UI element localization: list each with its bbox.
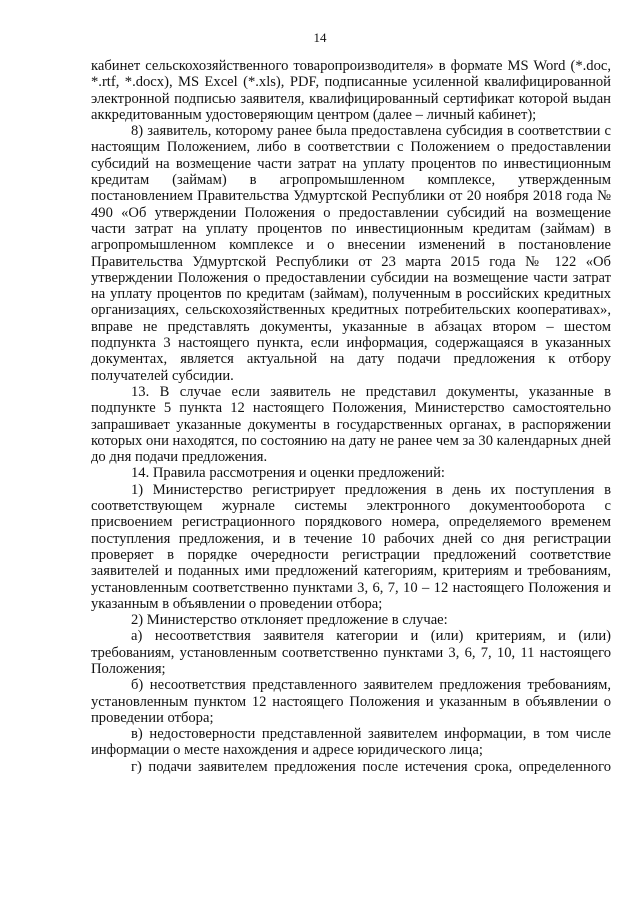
document-body [91,58,611,775]
paragraph-14-heading: 14. Правила рассмотрения и оценки предложений: [131,465,445,482]
paragraph-14-item-1: 1) Министерство регистрирует предложения в день их поступления в соответствующем журнале системы электронного документооборота с присвоением регистрационного порядкового номера, определяемого временем поступления предложения, и в течение 10 рабочих дней со дня регистрации проверяет в порядке очередности регистрации предложений соответствие заявителей и поданных ими предложений категориям, критериям и требованиям, установленным соответственно пунктами 3, 6, 7, 10 – 12 настоящего Положения и указанным в объявлении о проведении отбора; [91,481,611,612]
paragraph-subitem-g: г) подачи заявителем предложения после истечения срока, определенного [131,758,611,775]
paragraph-14-item-2: 2) Министерство отклоняет предложение в случае: [131,612,448,629]
paragraph-continuation: кабинет сельскохозяйственного товаропроизводителя» в формате MS Word (*.doc, *.rtf, *.docx), MS Excel (*.xls), PDF, подписанные усиленной квалифицированной электронной подписью заявителя, квалифицированный сертификат которой выдан аккредитованным удостоверяющим центром (далее – личный кабинет); [91,58,611,123]
paragraph-subitem-a: а) несоответствия заявителя категории и (или) критериям, и (или) требованиям, установленным соответственно пунктами 3, 6, 7, 10, 11 настоящего Положения; [91,628,611,677]
paragraph-13: 13. В случае если заявитель не представил документы, указанные в подпункте 5 пункта 12 настоящего Положения, Министерство самостоятельно запрашивает указанные документы в государственных органах, в распоряжении которых они находятся, по состоянию на дату не ранее чем за 30 календарных дней до дня подачи предложения. [91,383,611,466]
paragraph-subitem-v: в) недостоверности представленной заявителем информации, в том числе информации о месте нахождения и адресе юридического лица; [91,726,611,759]
paragraph-item-8: 8) заявитель, которому ранее была предоставлена субсидия в соответствии с настоящим Положением, либо в соответствии с Положением о предоставлении субсидий на возмещение части затрат на уплату процентов по инвестиционным кредитам (займам) в агропромышленном комплексе, утвержденным постановлением Правительства Удмуртской Республики от 20 ноября 2018 года № 490 «Об утверждении Положения о предоставлении субсидий на возмещение части затрат на уплату процентов по инвестиционным кредитам (займам) в агропромышленном комплексе и о внесении изменений в постановление Правительства Удмуртской Республики от 23 марта 2015 года № 122 «Об утверждении Положения о предоставлении субсидии на возмещение части затрат на уплату процентов по кредитам (займам), полученным в российских кредитных организациях, сельскохозяйственных кредитных потребительских кооперативах», вправе не представлять документы, указанные в абзацах втором – шестом подпункта 3 настоящего пункта, если информация, содержащаяся в указанных документах, является актуальной на дату подачи предложения к отбору получателей субсидии. [91,123,611,384]
paragraph-subitem-b: б) несоответствия представленного заявителем предложения требованиям, установленным пунктом 12 настоящего Положения и указанным в объявлении о проведении отбора; [91,677,611,726]
page-number: 14 [313,30,327,45]
